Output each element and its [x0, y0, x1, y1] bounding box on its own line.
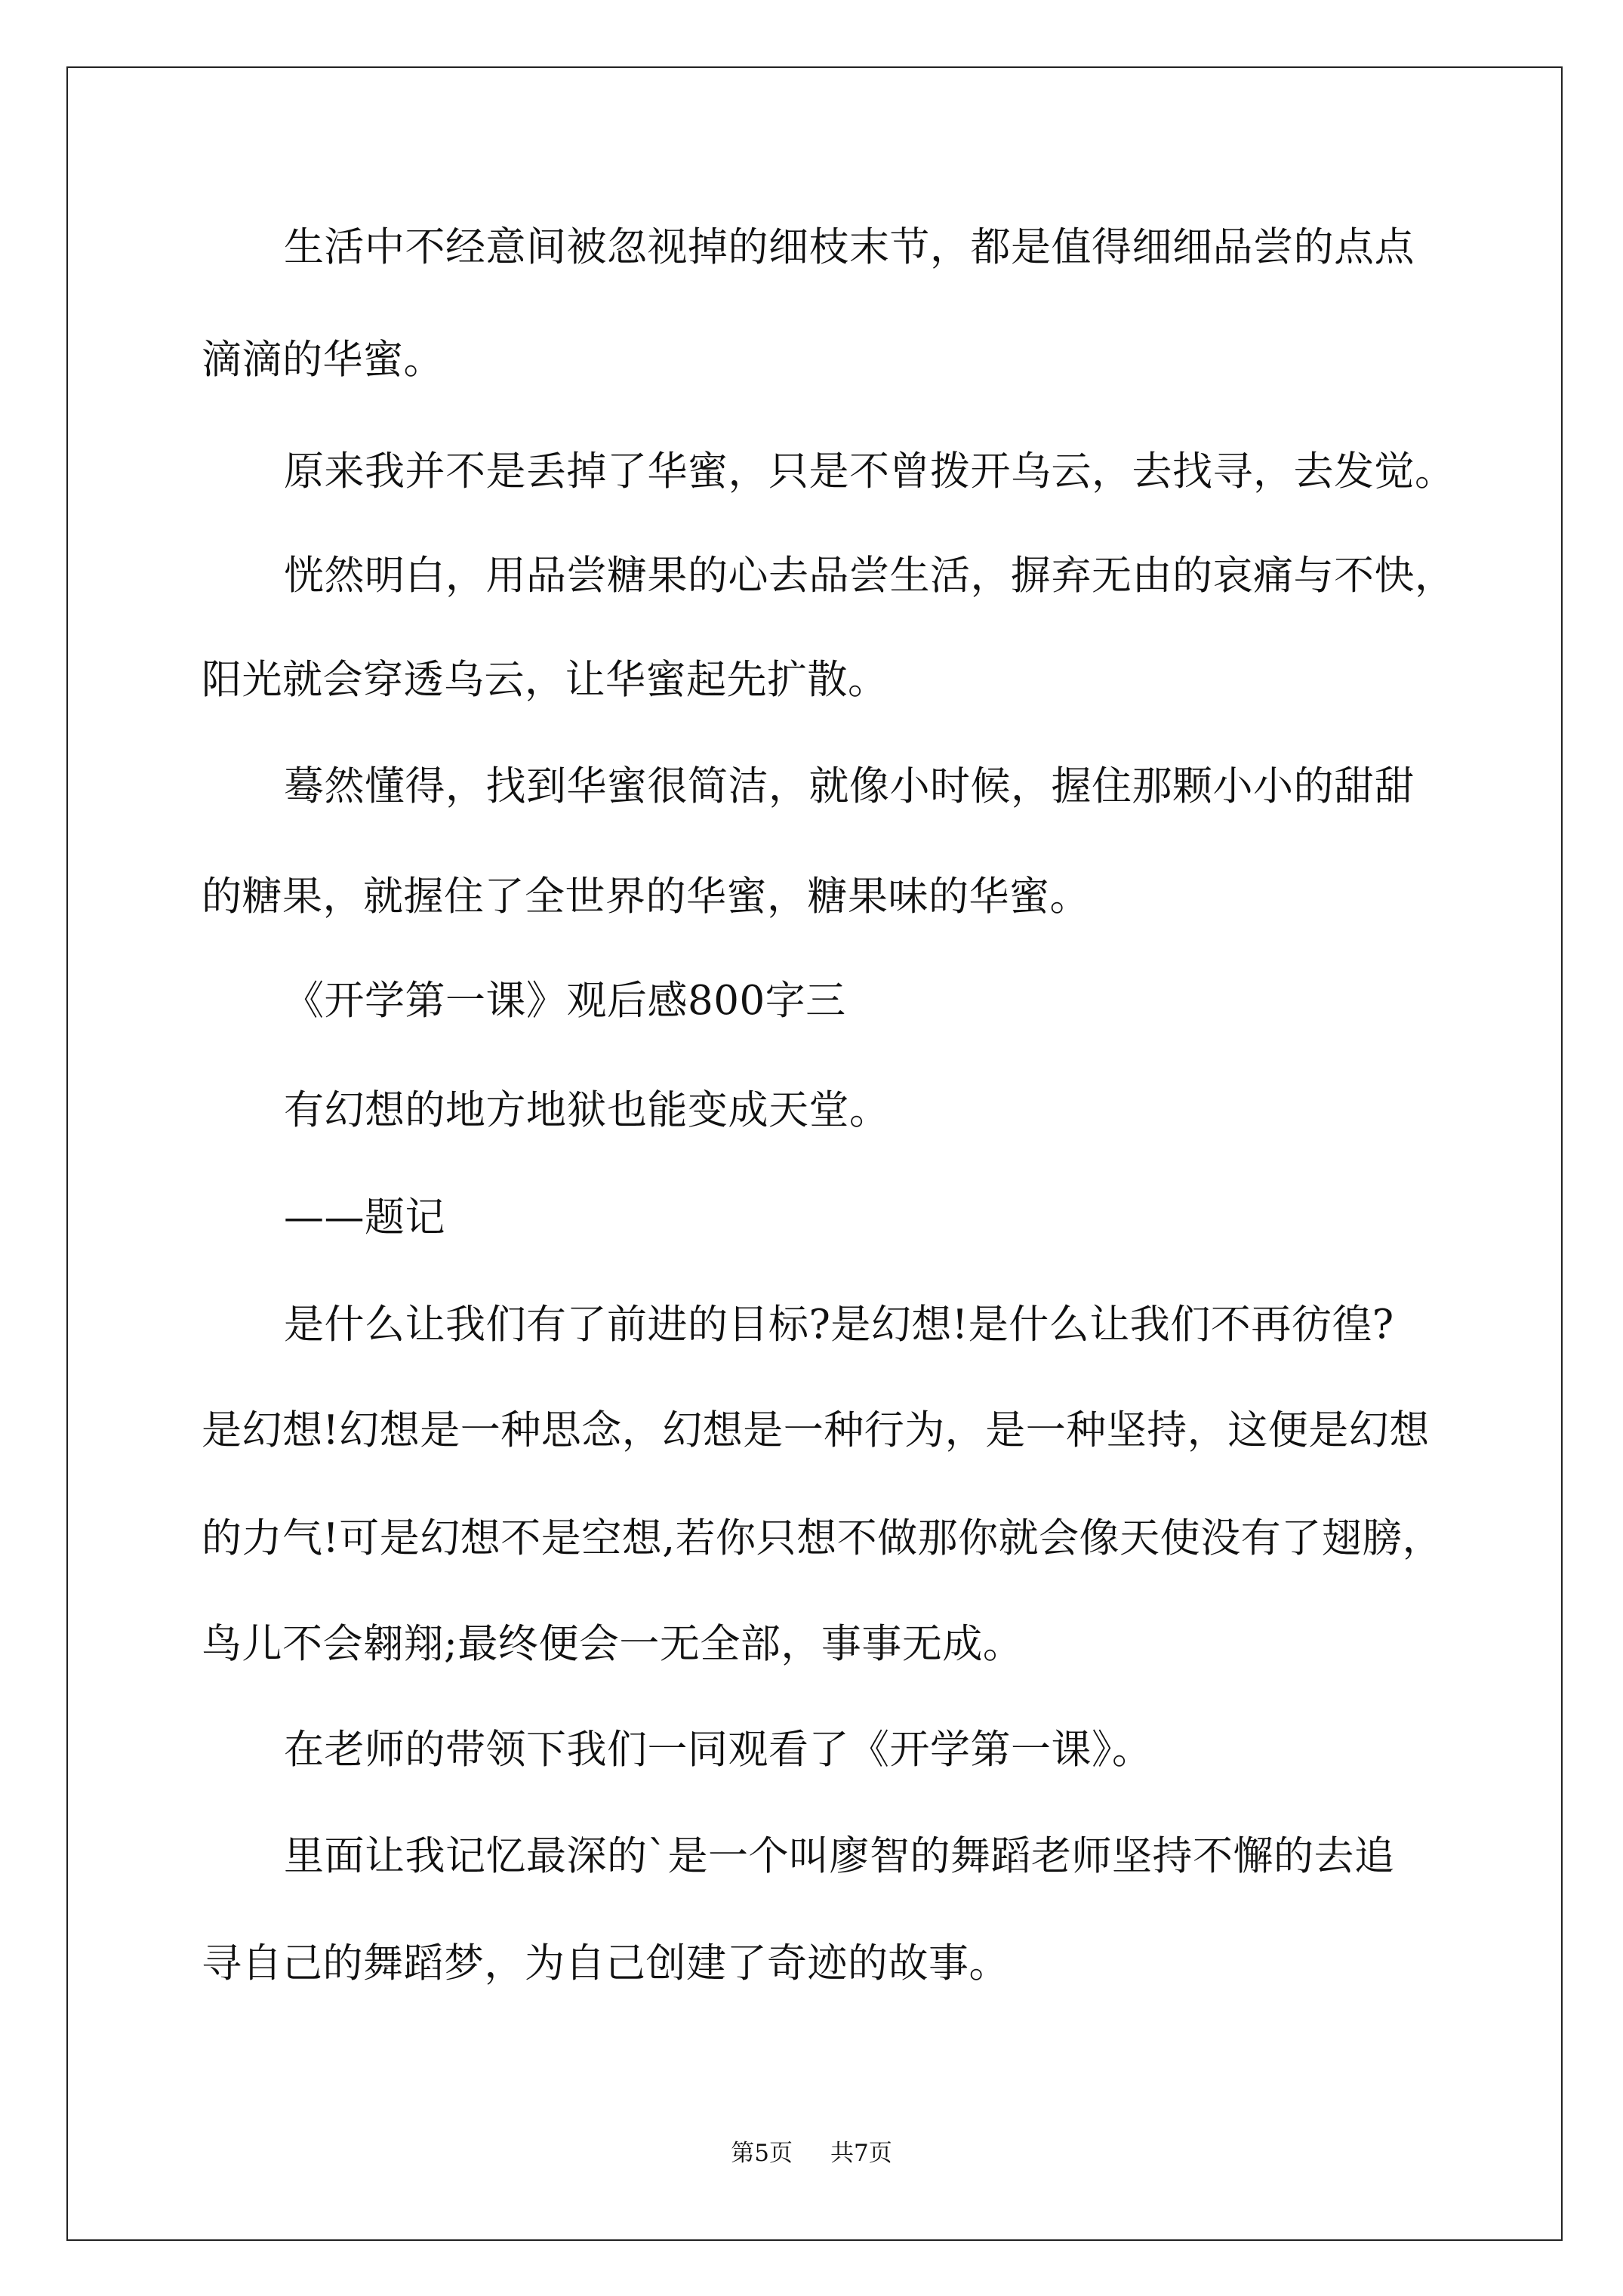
page-footer	[0, 2140, 1623, 2167]
text-line: 滴滴的华蜜。	[202, 337, 444, 383]
text-line: 恍然明白，用品尝糖果的心去品尝生活，摒弃无由的哀痛与不快，	[284, 553, 1455, 599]
text-line: 在老师的带领下我们一同观看了《开学第一课》。	[284, 1727, 1153, 1773]
text-line: 原来我并不是丢掉了华蜜，只是不曾拨开乌云，去找寻，去发觉。	[284, 448, 1455, 495]
text-line: 鸟儿不会翱翔;最终便会一无全部，事事无成。	[202, 1621, 1024, 1667]
text-line: 生活中不经意间被忽视掉的细枝末节，都是值得细细品尝的点点	[284, 224, 1415, 270]
text-line: 有幻想的地方地狱也能变成天堂。	[284, 1087, 890, 1133]
page-number: 第5页	[731, 2140, 793, 2167]
page-border	[66, 66, 1563, 2241]
text-line: 蓦然懂得，找到华蜜很简洁，就像小时候，握住那颗小小的甜甜	[284, 763, 1415, 809]
text-line: 的力气!可是幻想不是空想,若你只想不做那你就会像天使没有了翅膀，	[202, 1515, 1443, 1561]
text-line: 阳光就会穿透乌云，让华蜜起先扩散。	[202, 657, 888, 703]
text-line: 寻自己的舞蹈梦，为自己创建了奇迹的故事。	[202, 1940, 1009, 1986]
section-heading-text: 《开学第一课》观后感800字三	[284, 978, 846, 1024]
text-line: 的糖果，就握住了全世界的华蜜，糖果味的华蜜。	[202, 874, 1090, 920]
text-line: 里面让我记忆最深的`是一个叫廖智的舞蹈老师坚持不懈的去追	[284, 1833, 1395, 1879]
page-total: 共7页	[830, 2140, 892, 2167]
text-line: 是什么让我们有了前进的目标?是幻想!是什么让我们不再彷徨?	[284, 1302, 1394, 1348]
text-line: 是幻想!幻想是一种思念，幻想是一种行为，是一种坚持，这便是幻想	[202, 1407, 1430, 1453]
text-line: ——题记	[284, 1194, 445, 1240]
